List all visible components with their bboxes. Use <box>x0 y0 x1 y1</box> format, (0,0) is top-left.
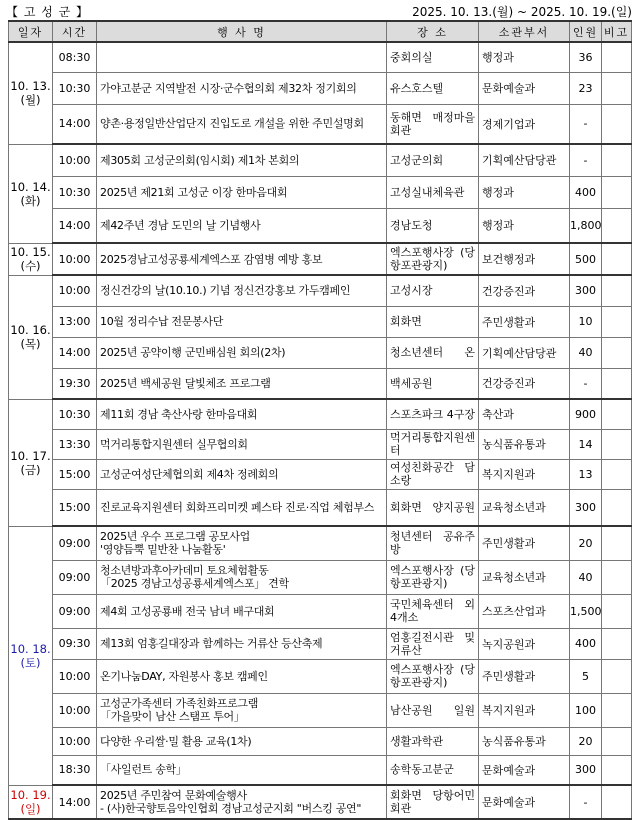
event-subtitle: 「가을맞이 남산 스탬프 투어」 <box>100 710 245 723</box>
time-cell: 09:00 <box>53 526 97 560</box>
location-cell: 경남도청 <box>387 208 479 243</box>
table-row <box>9 176 632 208</box>
people-cell: - <box>570 104 602 144</box>
event-cell <box>97 659 387 693</box>
time-cell: 14:00 <box>53 104 97 144</box>
location-cell: 송학동고분군 <box>387 755 479 785</box>
note-cell <box>602 104 632 144</box>
table-row <box>9 628 632 659</box>
people-cell: - <box>570 368 602 399</box>
date-cell <box>9 243 53 275</box>
event-name: 온기나눔DAY, 자원봉사 홍보 캠페인 <box>100 669 268 683</box>
table-row <box>9 208 632 243</box>
time-cell: 10:00 <box>53 144 97 176</box>
people-cell: 500 <box>570 243 602 275</box>
event-name: 2025년 제21회 고성군 이장 한마음대회 <box>100 185 288 199</box>
location-cell: 회화면 <box>387 306 479 337</box>
time-cell: 09:00 <box>53 560 97 594</box>
location-cell: 회화면 양지공원 <box>387 489 479 526</box>
table-row <box>9 368 632 399</box>
note-cell <box>602 693 632 727</box>
note-cell <box>602 306 632 337</box>
note-cell <box>602 459 632 489</box>
location-cell: 스포츠파크 4구장 <box>387 399 479 429</box>
table-row <box>9 429 632 459</box>
schedule-body <box>9 42 632 819</box>
event-cell <box>97 72 387 104</box>
dept-cell: 스포츠산업과 <box>479 594 570 628</box>
time-cell: 15:00 <box>53 459 97 489</box>
dept-cell: 농식품유통과 <box>479 429 570 459</box>
note-cell <box>602 368 632 399</box>
table-row <box>9 693 632 727</box>
people-cell: 1,500 <box>570 594 602 628</box>
event-cell <box>97 337 387 368</box>
event-subtitle: - (사)한국향토음악인협회 경남고성군지회 "버스킹 공연" <box>100 802 362 815</box>
note-cell <box>602 489 632 526</box>
date-cell <box>9 526 53 785</box>
location-cell: 동해면 매정마을회관 <box>387 104 479 144</box>
people-cell: 40 <box>570 337 602 368</box>
location-cell: 청년센터 공유주방 <box>387 526 479 560</box>
event-name: 양촌·용정일반산업단지 진입도로 개설을 위한 주민설명회 <box>100 117 364 131</box>
table-row <box>9 306 632 337</box>
event-name: 제305회 고성군의회(임시회) 제1차 본회의 <box>100 153 300 167</box>
dept-cell: 보건행정과 <box>479 243 570 275</box>
people-cell: 10 <box>570 306 602 337</box>
location-cell: 먹거리통합지원센터 <box>387 429 479 459</box>
table-row <box>9 104 632 144</box>
event-name: 고성군여성단체협의회 제4차 정례회의 <box>100 467 279 481</box>
note-cell <box>602 429 632 459</box>
event-name: 2025년 우수 프로그램 공모사업 <box>100 530 250 544</box>
day-text: (토) <box>20 655 41 670</box>
dept-cell: 복지지원과 <box>479 459 570 489</box>
col-header-location: 장 소 <box>387 21 479 42</box>
event-cell <box>97 489 387 526</box>
event-cell <box>97 399 387 429</box>
event-name: 먹거리통합지원센터 실무협의회 <box>100 437 248 451</box>
event-subtitle: '영양듬뿍 밑반찬 나눔활동' <box>100 543 226 557</box>
note-cell <box>602 208 632 243</box>
note-cell <box>602 399 632 429</box>
col-header-people: 인원 <box>570 21 602 42</box>
table-row <box>9 459 632 489</box>
day-text: (화) <box>20 193 41 208</box>
event-cell <box>97 526 387 560</box>
note-cell <box>602 659 632 693</box>
location-cell: 엑스포행사장 (당항포관광지) <box>387 243 479 275</box>
col-header-time: 시간 <box>53 21 97 42</box>
location-cell: 고성실내체육관 <box>387 176 479 208</box>
note-cell <box>602 337 632 368</box>
dept-cell: 행정과 <box>479 176 570 208</box>
people-cell: 5 <box>570 659 602 693</box>
dept-cell: 교육청소년과 <box>479 560 570 594</box>
col-header-note: 비고 <box>602 21 632 42</box>
time-cell: 18:30 <box>53 755 97 785</box>
note-cell <box>602 560 632 594</box>
location-cell: 엑스포행사장 (당항포관광지) <box>387 659 479 693</box>
dept-cell: 행정과 <box>479 208 570 243</box>
event-name: 다양한 우리쌀·밀 활용 교육(1차) <box>100 734 252 748</box>
event-cell <box>97 306 387 337</box>
col-header-event: 행 사 명 <box>97 21 387 42</box>
date-text: 10. 13. <box>10 79 51 94</box>
event-cell <box>97 628 387 659</box>
schedule-table <box>8 20 632 820</box>
time-cell: 10:00 <box>53 243 97 275</box>
dept-cell: 농식품유통과 <box>479 727 570 755</box>
location-cell: 생활과학관 <box>387 727 479 755</box>
table-row <box>9 594 632 628</box>
people-cell: 100 <box>570 693 602 727</box>
location-cell: 중회의실 <box>387 42 479 72</box>
dept-cell: 경제기업과 <box>479 104 570 144</box>
time-cell: 15:00 <box>53 489 97 526</box>
table-row <box>9 243 632 275</box>
date-text: 10. 19. <box>10 787 51 802</box>
event-name: 제4회 고성공룡배 전국 남녀 배구대회 <box>100 604 275 618</box>
table-row <box>9 72 632 104</box>
date-text: 10. 16. <box>10 323 51 337</box>
note-cell <box>602 243 632 275</box>
event-subtitle: 「2025 경남고성공룡세계엑스포」 견학 <box>100 577 289 590</box>
dept-cell: 녹지공원과 <box>479 628 570 659</box>
time-cell: 09:30 <box>53 628 97 659</box>
time-cell: 13:00 <box>53 306 97 337</box>
time-cell: 14:00 <box>53 785 97 819</box>
time-cell: 14:00 <box>53 208 97 243</box>
location-cell: 엑스포행사장 (당항포관광지) <box>387 560 479 594</box>
date-cell <box>9 785 53 819</box>
people-cell: - <box>570 144 602 176</box>
time-cell: 09:00 <box>53 594 97 628</box>
people-cell: 40 <box>570 560 602 594</box>
table-row <box>9 560 632 594</box>
event-cell <box>97 275 387 306</box>
event-name: 2025년 백세공원 달빛체조 프로그램 <box>100 376 271 390</box>
location-cell: 국민체육센터 외 4개소 <box>387 594 479 628</box>
people-cell: 300 <box>570 275 602 306</box>
event-cell <box>97 459 387 489</box>
location-cell: 여성친화공간 담소랑 <box>387 459 479 489</box>
table-row <box>9 489 632 526</box>
col-header-dept: 소관부서 <box>479 21 570 42</box>
time-cell: 10:30 <box>53 399 97 429</box>
people-cell: 400 <box>570 628 602 659</box>
day-text: (금) <box>20 462 41 477</box>
dept-cell: 문화예술과 <box>479 72 570 104</box>
event-name: 2025년 주민참여 문화예술행사 <box>100 789 247 802</box>
note-cell <box>602 594 632 628</box>
people-cell: 36 <box>570 42 602 72</box>
event-cell <box>97 429 387 459</box>
date-cell <box>9 275 53 399</box>
time-cell: 14:00 <box>53 337 97 368</box>
event-cell <box>97 560 387 594</box>
date-text: 10. 15. <box>10 245 51 259</box>
event-cell <box>97 693 387 727</box>
note-cell <box>602 42 632 72</box>
location-cell: 남산공원 일원 <box>387 693 479 727</box>
event-cell <box>97 176 387 208</box>
people-cell: 13 <box>570 459 602 489</box>
time-cell: 10:30 <box>53 72 97 104</box>
event-cell <box>97 727 387 755</box>
note-cell <box>602 275 632 306</box>
event-cell <box>97 785 387 819</box>
people-cell: 300 <box>570 755 602 785</box>
date-cell <box>9 42 53 144</box>
dept-cell: 기획예산담당관 <box>479 337 570 368</box>
event-name: 제42주년 경남 도민의 날 기념행사 <box>100 218 261 232</box>
location-cell: 유스호스텔 <box>387 72 479 104</box>
note-cell <box>602 72 632 104</box>
event-cell <box>97 42 387 72</box>
event-name: 2025년 공약이행 군민배심원 회의(2차) <box>100 346 286 359</box>
time-cell: 13:30 <box>53 429 97 459</box>
table-row <box>9 526 632 560</box>
day-text: (목) <box>20 337 41 351</box>
event-cell <box>97 144 387 176</box>
people-cell: 400 <box>570 176 602 208</box>
dept-cell: 행정과 <box>479 42 570 72</box>
location-cell: 청소년센터 온 <box>387 337 479 368</box>
event-name: 「사일런트 송학」 <box>100 763 187 777</box>
people-cell: - <box>570 785 602 819</box>
table-header-row <box>9 21 632 42</box>
note-cell <box>602 144 632 176</box>
table-row <box>9 144 632 176</box>
time-cell: 10:00 <box>53 275 97 306</box>
event-cell <box>97 594 387 628</box>
dept-cell: 주민생활과 <box>479 659 570 693</box>
event-cell <box>97 104 387 144</box>
people-cell: 23 <box>570 72 602 104</box>
dept-cell: 기획예산담당관 <box>479 144 570 176</box>
note-cell <box>602 727 632 755</box>
date-text: 10. 14. <box>10 179 51 194</box>
date-text: 10. 17. <box>10 448 51 463</box>
table-row <box>9 755 632 785</box>
time-cell: 10:30 <box>53 176 97 208</box>
people-cell: 900 <box>570 399 602 429</box>
event-cell <box>97 755 387 785</box>
location-cell: 백세공원 <box>387 368 479 399</box>
schedule-period: 2025. 10. 13.(월) ~ 2025. 10. 19.(일) <box>412 5 632 19</box>
note-cell <box>602 755 632 785</box>
dept-cell: 교육청소년과 <box>479 489 570 526</box>
date-cell <box>9 399 53 526</box>
document-header <box>0 0 640 20</box>
table-row <box>9 42 632 72</box>
people-cell: 20 <box>570 526 602 560</box>
location-cell: 엄홍길전시관 및 거류산 <box>387 628 479 659</box>
time-cell: 08:30 <box>53 42 97 72</box>
time-cell: 10:00 <box>53 659 97 693</box>
table-row <box>9 659 632 693</box>
dept-cell: 주민생활과 <box>479 306 570 337</box>
event-name: 10월 정리수납 전문봉사단 <box>100 315 224 328</box>
note-cell <box>602 785 632 819</box>
day-text: (월) <box>20 93 41 108</box>
event-cell <box>97 368 387 399</box>
event-name: 진로교육지원센터 회화프리미켓 페스타 진로·직업 체험부스 <box>100 500 375 514</box>
location-cell: 회화면 당항어민회관 <box>387 785 479 819</box>
date-text: 10. 18. <box>10 641 51 656</box>
event-name: 청소년방과후아카데미 토요체험활동 <box>100 564 269 577</box>
location-cell: 고성군의회 <box>387 144 479 176</box>
note-cell <box>602 628 632 659</box>
event-name: 2025경남고성공룡세계엑스포 감염병 예방 홍보 <box>100 252 323 266</box>
day-text: (일) <box>20 801 41 816</box>
table-row <box>9 785 632 819</box>
note-cell <box>602 176 632 208</box>
date-cell <box>9 144 53 243</box>
organization-title: 【 고 성 군 】 <box>6 5 90 19</box>
time-cell: 19:30 <box>53 368 97 399</box>
dept-cell: 문화예술과 <box>479 785 570 819</box>
col-header-date: 일자 <box>9 21 53 42</box>
dept-cell: 주민생활과 <box>479 526 570 560</box>
people-cell: 300 <box>570 489 602 526</box>
location-cell: 고성시장 <box>387 275 479 306</box>
dept-cell: 복지지원과 <box>479 693 570 727</box>
event-cell <box>97 243 387 275</box>
event-name: 제13회 엄홍길대장과 함께하는 거류산 등산축제 <box>100 637 323 650</box>
time-cell: 10:00 <box>53 693 97 727</box>
table-row <box>9 727 632 755</box>
table-row <box>9 337 632 368</box>
event-cell <box>97 208 387 243</box>
table-row <box>9 399 632 429</box>
table-row <box>9 275 632 306</box>
note-cell <box>602 526 632 560</box>
event-name: 제11회 경남 축산사랑 한마음대회 <box>100 407 258 421</box>
event-name: 가야고분군 지역발전 시장·군수협의회 제32차 정기회의 <box>100 81 357 95</box>
dept-cell: 축산과 <box>479 399 570 429</box>
people-cell: 20 <box>570 727 602 755</box>
time-cell: 10:00 <box>53 727 97 755</box>
people-cell: 14 <box>570 429 602 459</box>
dept-cell: 건강증진과 <box>479 275 570 306</box>
dept-cell: 문화예술과 <box>479 755 570 785</box>
event-name: 정신건강의 날(10.10.) 기념 정신건강홍보 가두캠페인 <box>100 284 351 298</box>
people-cell: 1,800 <box>570 208 602 243</box>
day-text: (수) <box>20 259 41 273</box>
event-name: 고성군가족센터 가족친화프로그램 <box>100 697 259 710</box>
dept-cell: 건강증진과 <box>479 368 570 399</box>
